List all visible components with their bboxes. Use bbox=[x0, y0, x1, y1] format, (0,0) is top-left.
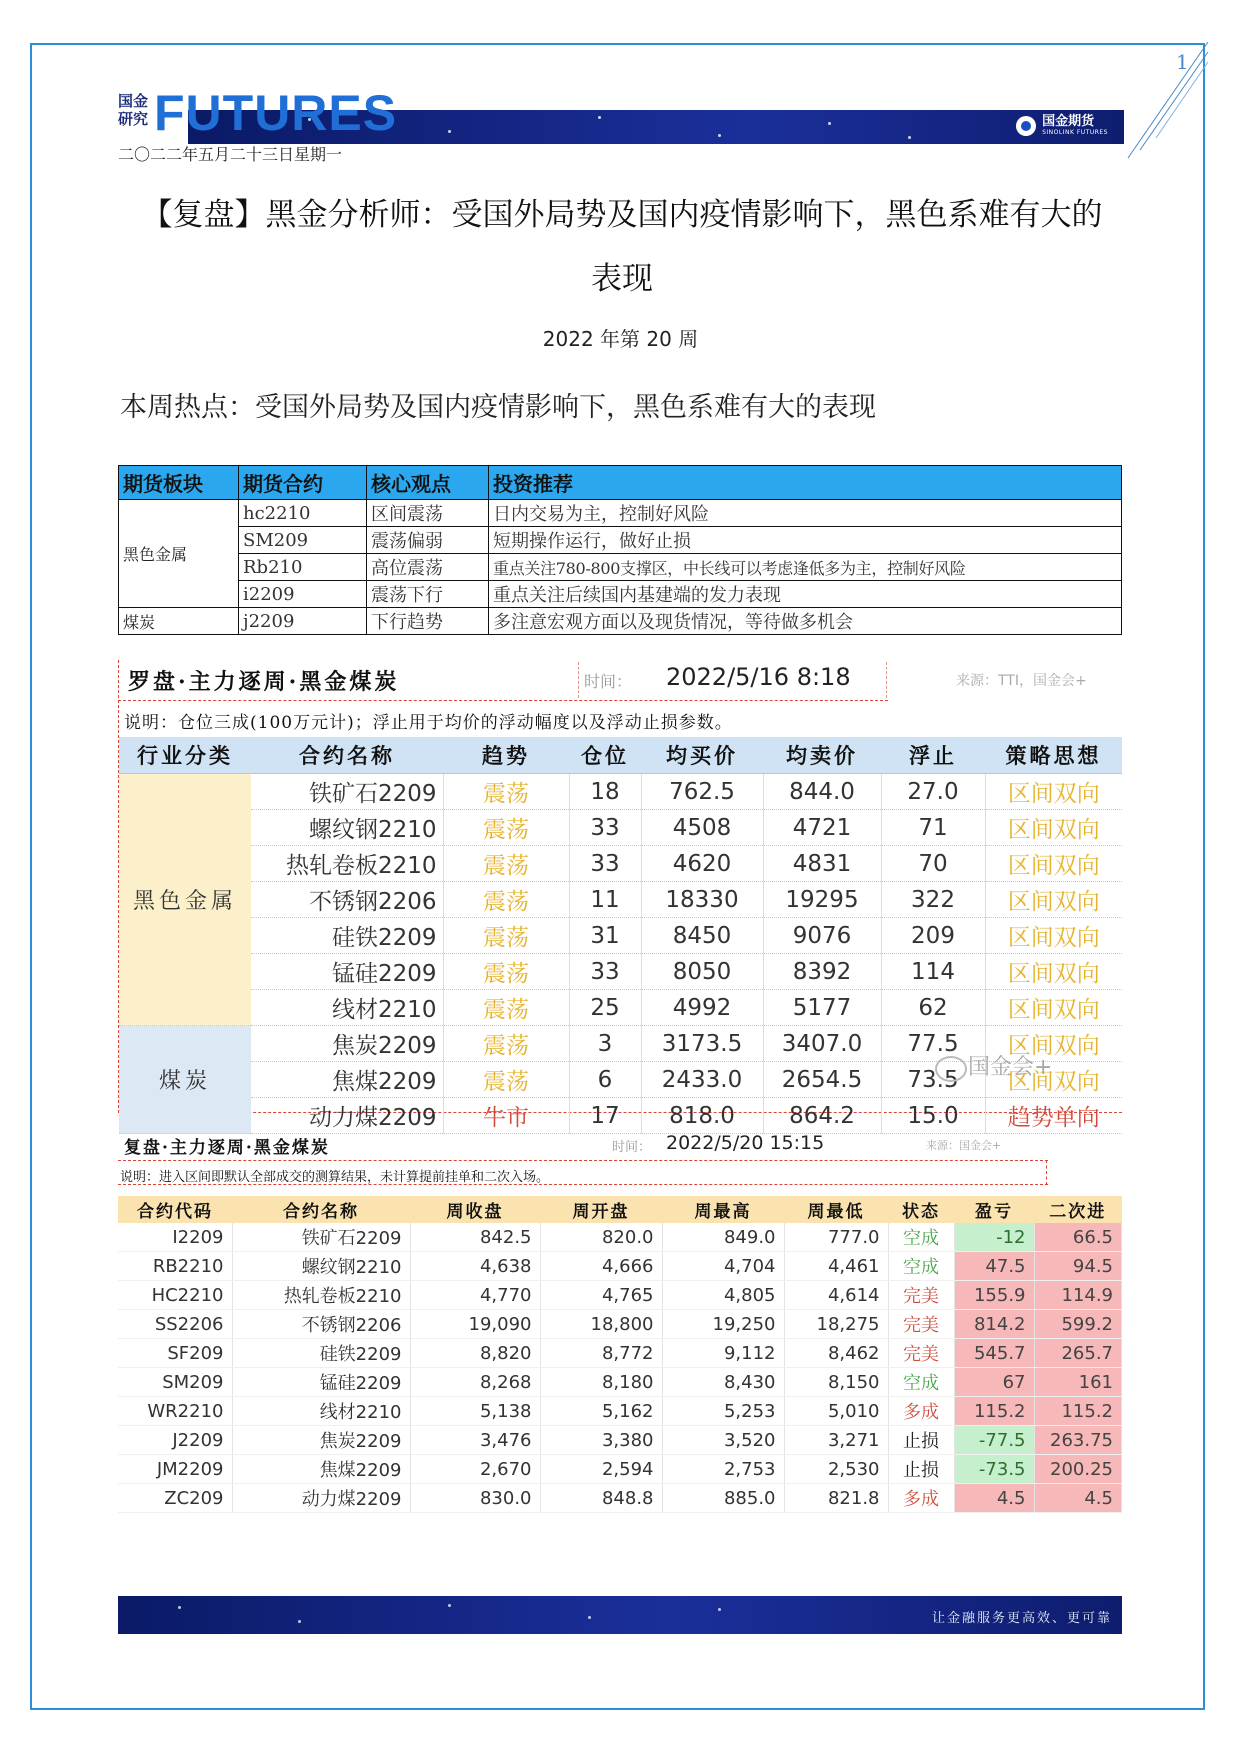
summary-header: 核心观点 bbox=[367, 466, 489, 500]
position-cell: 25 bbox=[569, 990, 641, 1026]
contract-code-cell: WR2210 bbox=[118, 1397, 232, 1426]
second-entry-cell: 200.25 bbox=[1034, 1455, 1122, 1484]
contract-name-cell: 铁矿石2209 bbox=[251, 774, 443, 810]
view-cell: 震荡偏弱 bbox=[367, 527, 489, 554]
review-header: 合约代码 bbox=[118, 1196, 232, 1223]
contract-name-cell: 线材2210 bbox=[232, 1397, 410, 1426]
contract-name-cell: 不锈钢2206 bbox=[251, 882, 443, 918]
week-high-cell: 849.0 bbox=[662, 1223, 784, 1252]
strategy-cell: 区间双向 bbox=[985, 990, 1122, 1026]
week-close-cell: 3,476 bbox=[410, 1426, 540, 1455]
logo-cn-line1: 国金 bbox=[118, 92, 149, 110]
status-cell: 完美 bbox=[888, 1339, 954, 1368]
week-open-cell: 4,666 bbox=[540, 1252, 662, 1281]
float-stop-cell: 322 bbox=[881, 882, 985, 918]
pnl-cell: 115.2 bbox=[954, 1397, 1034, 1426]
float-stop-cell: 73.5 bbox=[881, 1062, 985, 1098]
pnl-cell: -12 bbox=[954, 1223, 1034, 1252]
contract-name-cell: 动力煤2209 bbox=[251, 1098, 443, 1134]
strategy-cell: 区间双向 bbox=[985, 1062, 1122, 1098]
pnl-cell: 155.9 bbox=[954, 1281, 1034, 1310]
review-header: 盈亏 bbox=[954, 1196, 1034, 1223]
contract-cell: SM209 bbox=[239, 527, 367, 554]
status-cell: 多成 bbox=[888, 1397, 954, 1426]
trend-cell: 震荡 bbox=[443, 774, 569, 810]
plan-table-header bbox=[118, 660, 1122, 700]
advice-cell: 重点关注780-800支撑区，中长线可以考虑逢低多为主，控制好风险 bbox=[489, 554, 1122, 581]
contract-code-cell: ZC209 bbox=[118, 1484, 232, 1513]
plan-header: 趋势 bbox=[443, 737, 569, 774]
category-cell: 煤炭 bbox=[119, 1026, 251, 1134]
table-row bbox=[118, 1339, 1122, 1368]
strategy-cell: 区间双向 bbox=[985, 954, 1122, 990]
page-title bbox=[120, 183, 1124, 311]
week-high-cell: 4,805 bbox=[662, 1281, 784, 1310]
pnl-cell: 545.7 bbox=[954, 1339, 1034, 1368]
trend-cell: 震荡 bbox=[443, 990, 569, 1026]
week-open-cell: 820.0 bbox=[540, 1223, 662, 1252]
week-open-cell: 8,180 bbox=[540, 1368, 662, 1397]
week-close-cell: 8,820 bbox=[410, 1339, 540, 1368]
plan-time-label: 时间： bbox=[584, 672, 633, 691]
review-time: 2022/5/20 15:15 bbox=[666, 1132, 825, 1154]
trend-cell: 震荡 bbox=[443, 918, 569, 954]
week-open-cell: 3,380 bbox=[540, 1426, 662, 1455]
week-open-cell: 848.8 bbox=[540, 1484, 662, 1513]
table-row bbox=[119, 954, 1122, 990]
table-row bbox=[119, 1098, 1122, 1134]
week-high-cell: 9,112 bbox=[662, 1339, 784, 1368]
contract-code-cell: SM209 bbox=[118, 1368, 232, 1397]
avg-buy-cell: 4620 bbox=[641, 846, 763, 882]
contract-code-cell: JM2209 bbox=[118, 1455, 232, 1484]
week-low-cell: 777.0 bbox=[784, 1223, 888, 1252]
summary-header: 期货合约 bbox=[239, 466, 367, 500]
sector-cell: 煤炭 bbox=[119, 608, 239, 635]
plan-header: 均卖价 bbox=[763, 737, 881, 774]
summary-header: 期货板块 bbox=[119, 466, 239, 500]
plan-note: 说明：仓位三成(100万元计)；浮止用于均价的浮动幅度以及浮动止损参数。 bbox=[124, 713, 733, 733]
pnl-cell: 67 bbox=[954, 1368, 1034, 1397]
contract-cell: j2209 bbox=[239, 608, 367, 635]
review-header: 周收盘 bbox=[410, 1196, 540, 1223]
table-row bbox=[119, 527, 1122, 554]
brand-name: 国金期货 bbox=[1042, 114, 1095, 129]
avg-buy-cell: 4992 bbox=[641, 990, 763, 1026]
pnl-cell: -77.5 bbox=[954, 1426, 1034, 1455]
view-cell: 高位震荡 bbox=[367, 554, 489, 581]
second-entry-cell: 263.75 bbox=[1034, 1426, 1122, 1455]
position-cell: 33 bbox=[569, 810, 641, 846]
week-close-cell: 830.0 bbox=[410, 1484, 540, 1513]
advice-cell: 重点关注后续国内基建端的发力表现 bbox=[489, 581, 1122, 608]
week-low-cell: 8,150 bbox=[784, 1368, 888, 1397]
status-cell: 止损 bbox=[888, 1426, 954, 1455]
advice-cell: 多注意宏观方面以及现货情况，等待做多机会 bbox=[489, 608, 1122, 635]
plan-header: 合约名称 bbox=[251, 737, 443, 774]
plan-header: 浮止 bbox=[881, 737, 985, 774]
footer-band bbox=[118, 1596, 1122, 1634]
week-low-cell: 5,010 bbox=[784, 1397, 888, 1426]
week-low-cell: 3,271 bbox=[784, 1426, 888, 1455]
pnl-cell: -73.5 bbox=[954, 1455, 1034, 1484]
status-cell: 空成 bbox=[888, 1252, 954, 1281]
avg-buy-cell: 762.5 bbox=[641, 774, 763, 810]
contract-code-cell: RB2210 bbox=[118, 1252, 232, 1281]
view-cell: 区间震荡 bbox=[367, 500, 489, 527]
plan-time: 2022/5/16 8:18 bbox=[666, 663, 851, 691]
float-stop-cell: 15.0 bbox=[881, 1098, 985, 1134]
position-cell: 33 bbox=[569, 954, 641, 990]
watermark: 国金会+ bbox=[968, 1055, 1053, 1080]
float-stop-cell: 209 bbox=[881, 918, 985, 954]
week-open-cell: 8,772 bbox=[540, 1339, 662, 1368]
table-row bbox=[118, 1484, 1122, 1513]
strategy-cell: 区间双向 bbox=[985, 774, 1122, 810]
avg-buy-cell: 8050 bbox=[641, 954, 763, 990]
second-entry-cell: 4.5 bbox=[1034, 1484, 1122, 1513]
contract-name-cell: 锰硅2209 bbox=[251, 954, 443, 990]
avg-sell-cell: 864.2 bbox=[763, 1098, 881, 1134]
week-high-cell: 4,704 bbox=[662, 1252, 784, 1281]
plan-table-title: 罗盘·主力逐周·黑金煤炭 bbox=[128, 669, 400, 695]
review-source: 来源：国金会+ bbox=[926, 1139, 1002, 1152]
contract-cell: i2209 bbox=[239, 581, 367, 608]
contract-name-cell: 热轧卷板2210 bbox=[232, 1281, 410, 1310]
plan-header: 均买价 bbox=[641, 737, 763, 774]
week-low-cell: 18,275 bbox=[784, 1310, 888, 1339]
table-row bbox=[118, 1368, 1122, 1397]
summary-table bbox=[118, 465, 1122, 635]
avg-sell-cell: 4831 bbox=[763, 846, 881, 882]
logo-cn-line2: 研究 bbox=[118, 110, 149, 128]
contract-name-cell: 螺纹钢2210 bbox=[251, 810, 443, 846]
contract-code-cell: J2209 bbox=[118, 1426, 232, 1455]
second-entry-cell: 265.7 bbox=[1034, 1339, 1122, 1368]
footer-slogan: 让金融服务更高效、更可靠 bbox=[931, 1611, 1112, 1626]
table-row bbox=[119, 846, 1122, 882]
contract-cell: Rb210 bbox=[239, 554, 367, 581]
wechat-watermark-icon bbox=[935, 1056, 967, 1082]
float-stop-cell: 71 bbox=[881, 810, 985, 846]
contract-name-cell: 焦煤2209 bbox=[232, 1455, 410, 1484]
title-line2: 表现 bbox=[591, 261, 653, 297]
advice-cell: 日内交易为主，控制好风险 bbox=[489, 500, 1122, 527]
trend-cell: 震荡 bbox=[443, 1026, 569, 1062]
contract-name-cell: 焦煤2209 bbox=[251, 1062, 443, 1098]
avg-sell-cell: 19295 bbox=[763, 882, 881, 918]
strategy-cell: 区间双向 bbox=[985, 810, 1122, 846]
week-label: 2022 年第 20 周 bbox=[542, 327, 699, 351]
contract-name-cell: 动力煤2209 bbox=[232, 1484, 410, 1513]
avg-buy-cell: 818.0 bbox=[641, 1098, 763, 1134]
contract-code-cell: SS2206 bbox=[118, 1310, 232, 1339]
table-row bbox=[118, 1310, 1122, 1339]
review-header: 周最高 bbox=[662, 1196, 784, 1223]
position-cell: 31 bbox=[569, 918, 641, 954]
contract-cell: hc2210 bbox=[239, 500, 367, 527]
position-cell: 11 bbox=[569, 882, 641, 918]
plan-header: 行业分类 bbox=[119, 737, 251, 774]
review-header: 周最低 bbox=[784, 1196, 888, 1223]
second-entry-cell: 114.9 bbox=[1034, 1281, 1122, 1310]
week-high-cell: 8,430 bbox=[662, 1368, 784, 1397]
plan-header: 仓位 bbox=[569, 737, 641, 774]
float-stop-cell: 62 bbox=[881, 990, 985, 1026]
avg-sell-cell: 3407.0 bbox=[763, 1026, 881, 1062]
week-close-cell: 2,670 bbox=[410, 1455, 540, 1484]
avg-buy-cell: 4508 bbox=[641, 810, 763, 846]
table-row bbox=[118, 1455, 1122, 1484]
position-cell: 33 bbox=[569, 846, 641, 882]
trend-cell: 震荡 bbox=[443, 882, 569, 918]
pnl-cell: 4.5 bbox=[954, 1484, 1034, 1513]
strategy-cell: 趋势单向 bbox=[985, 1098, 1122, 1134]
avg-sell-cell: 8392 bbox=[763, 954, 881, 990]
table-row bbox=[118, 1223, 1122, 1252]
contract-name-cell: 螺纹钢2210 bbox=[232, 1252, 410, 1281]
trend-cell: 震荡 bbox=[443, 810, 569, 846]
report-header bbox=[118, 87, 1124, 147]
review-header-row bbox=[118, 1196, 1122, 1223]
week-open-cell: 2,594 bbox=[540, 1455, 662, 1484]
review-table-header bbox=[118, 1130, 1122, 1158]
avg-sell-cell: 2654.5 bbox=[763, 1062, 881, 1098]
week-low-cell: 2,530 bbox=[784, 1455, 888, 1484]
week-open-cell: 5,162 bbox=[540, 1397, 662, 1426]
pnl-cell: 814.2 bbox=[954, 1310, 1034, 1339]
week-open-cell: 4,765 bbox=[540, 1281, 662, 1310]
plan-header-row bbox=[119, 737, 1122, 774]
avg-sell-cell: 844.0 bbox=[763, 774, 881, 810]
contract-name-cell: 焦炭2209 bbox=[251, 1026, 443, 1062]
position-cell: 17 bbox=[569, 1098, 641, 1134]
summary-header-row bbox=[119, 466, 1122, 500]
hot-topic: 本周热点：受国外局势及国内疫情影响下，黑色系难有大的表现 bbox=[120, 392, 876, 423]
week-high-cell: 3,520 bbox=[662, 1426, 784, 1455]
position-cell: 3 bbox=[569, 1026, 641, 1062]
table-row bbox=[118, 1397, 1122, 1426]
week-high-cell: 2,753 bbox=[662, 1455, 784, 1484]
review-header: 周开盘 bbox=[540, 1196, 662, 1223]
avg-sell-cell: 9076 bbox=[763, 918, 881, 954]
week-open-cell: 18,800 bbox=[540, 1310, 662, 1339]
sector-cell: 黑色金属 bbox=[119, 500, 239, 608]
table-row bbox=[119, 608, 1122, 635]
table-row bbox=[119, 918, 1122, 954]
review-table-title: 复盘·主力逐周·黑金煤炭 bbox=[124, 1138, 330, 1158]
week-low-cell: 821.8 bbox=[784, 1484, 888, 1513]
status-cell: 空成 bbox=[888, 1368, 954, 1397]
table-row bbox=[118, 1281, 1122, 1310]
week-close-cell: 4,638 bbox=[410, 1252, 540, 1281]
category-cell: 黑色金属 bbox=[119, 774, 251, 1026]
week-high-cell: 19,250 bbox=[662, 1310, 784, 1339]
contract-name-cell: 焦炭2209 bbox=[232, 1426, 410, 1455]
review-header: 状态 bbox=[888, 1196, 954, 1223]
view-cell: 下行趋势 bbox=[367, 608, 489, 635]
second-entry-cell: 66.5 bbox=[1034, 1223, 1122, 1252]
contract-name-cell: 锰硅2209 bbox=[232, 1368, 410, 1397]
table-row bbox=[118, 1426, 1122, 1455]
contract-name-cell: 线材2210 bbox=[251, 990, 443, 1026]
status-cell: 完美 bbox=[888, 1281, 954, 1310]
avg-buy-cell: 2433.0 bbox=[641, 1062, 763, 1098]
avg-buy-cell: 3173.5 bbox=[641, 1026, 763, 1062]
week-low-cell: 8,462 bbox=[784, 1339, 888, 1368]
float-stop-cell: 114 bbox=[881, 954, 985, 990]
logo-cn bbox=[118, 92, 148, 128]
avg-sell-cell: 5177 bbox=[763, 990, 881, 1026]
contract-name-cell: 热轧卷板2210 bbox=[251, 846, 443, 882]
status-cell: 空成 bbox=[888, 1223, 954, 1252]
trend-cell: 震荡 bbox=[443, 846, 569, 882]
table-row bbox=[119, 774, 1122, 810]
table-row bbox=[119, 554, 1122, 581]
review-header: 二次进 bbox=[1034, 1196, 1122, 1223]
review-time-label: 时间： bbox=[612, 1140, 652, 1155]
week-close-cell: 8,268 bbox=[410, 1368, 540, 1397]
contract-code-cell: SF209 bbox=[118, 1339, 232, 1368]
contract-name-cell: 铁矿石2209 bbox=[232, 1223, 410, 1252]
table-row bbox=[118, 1252, 1122, 1281]
second-entry-cell: 599.2 bbox=[1034, 1310, 1122, 1339]
week-high-cell: 5,253 bbox=[662, 1397, 784, 1426]
avg-sell-cell: 4721 bbox=[763, 810, 881, 846]
plan-source: 来源：TTI，国金会+ bbox=[956, 673, 1087, 689]
avg-buy-cell: 8450 bbox=[641, 918, 763, 954]
trend-cell: 震荡 bbox=[443, 954, 569, 990]
table-row bbox=[119, 810, 1122, 846]
brand-mark-icon bbox=[1016, 116, 1036, 136]
float-stop-cell: 70 bbox=[881, 846, 985, 882]
second-entry-cell: 94.5 bbox=[1034, 1252, 1122, 1281]
brand-sub: SINOLINK FUTURES bbox=[1042, 129, 1108, 136]
week-close-cell: 5,138 bbox=[410, 1397, 540, 1426]
page-number: 1 bbox=[1176, 50, 1189, 74]
strategy-cell: 区间双向 bbox=[985, 918, 1122, 954]
brand-logo bbox=[1016, 115, 1108, 137]
review-header: 合约名称 bbox=[232, 1196, 410, 1223]
corner-decoration bbox=[1120, 40, 1210, 160]
strategy-cell: 区间双向 bbox=[985, 1026, 1122, 1062]
contract-name-cell: 硅铁2209 bbox=[232, 1339, 410, 1368]
status-cell: 完美 bbox=[888, 1310, 954, 1339]
table-row bbox=[119, 882, 1122, 918]
contract-name-cell: 硅铁2209 bbox=[251, 918, 443, 954]
pnl-cell: 47.5 bbox=[954, 1252, 1034, 1281]
week-close-cell: 19,090 bbox=[410, 1310, 540, 1339]
week-close-cell: 842.5 bbox=[410, 1223, 540, 1252]
trend-cell: 牛市 bbox=[443, 1098, 569, 1134]
avg-buy-cell: 18330 bbox=[641, 882, 763, 918]
plan-header: 策略思想 bbox=[985, 737, 1122, 774]
strategy-cell: 区间双向 bbox=[985, 846, 1122, 882]
contract-code-cell: HC2210 bbox=[118, 1281, 232, 1310]
second-entry-cell: 161 bbox=[1034, 1368, 1122, 1397]
week-high-cell: 885.0 bbox=[662, 1484, 784, 1513]
status-cell: 止损 bbox=[888, 1455, 954, 1484]
table-row bbox=[119, 500, 1122, 527]
second-entry-cell: 115.2 bbox=[1034, 1397, 1122, 1426]
summary-header: 投资推荐 bbox=[489, 466, 1122, 500]
position-cell: 18 bbox=[569, 774, 641, 810]
status-cell: 多成 bbox=[888, 1484, 954, 1513]
review-note: 说明：进入区间即默认全部成交的测算结果，未计算提前挂单和二次入场。 bbox=[120, 1170, 550, 1185]
futures-logo: FUTURES bbox=[154, 85, 398, 141]
week-low-cell: 4,461 bbox=[784, 1252, 888, 1281]
trend-cell: 震荡 bbox=[443, 1062, 569, 1098]
view-cell: 震荡下行 bbox=[367, 581, 489, 608]
review-table bbox=[118, 1196, 1122, 1513]
table-row bbox=[119, 581, 1122, 608]
strategy-cell: 区间双向 bbox=[985, 882, 1122, 918]
contract-name-cell: 不锈钢2206 bbox=[232, 1310, 410, 1339]
table-row bbox=[119, 990, 1122, 1026]
float-stop-cell: 27.0 bbox=[881, 774, 985, 810]
week-close-cell: 4,770 bbox=[410, 1281, 540, 1310]
week-low-cell: 4,614 bbox=[784, 1281, 888, 1310]
float-stop-cell: 77.5 bbox=[881, 1026, 985, 1062]
title-line1: 【复盘】黑金分析师：受国外局势及国内疫情影响下，黑色系难有大的 bbox=[141, 197, 1103, 233]
report-date: 二〇二二年五月二十三日星期一 bbox=[118, 145, 343, 164]
contract-code-cell: I2209 bbox=[118, 1223, 232, 1252]
position-cell: 6 bbox=[569, 1062, 641, 1098]
advice-cell: 短期操作运行，做好止损 bbox=[489, 527, 1122, 554]
